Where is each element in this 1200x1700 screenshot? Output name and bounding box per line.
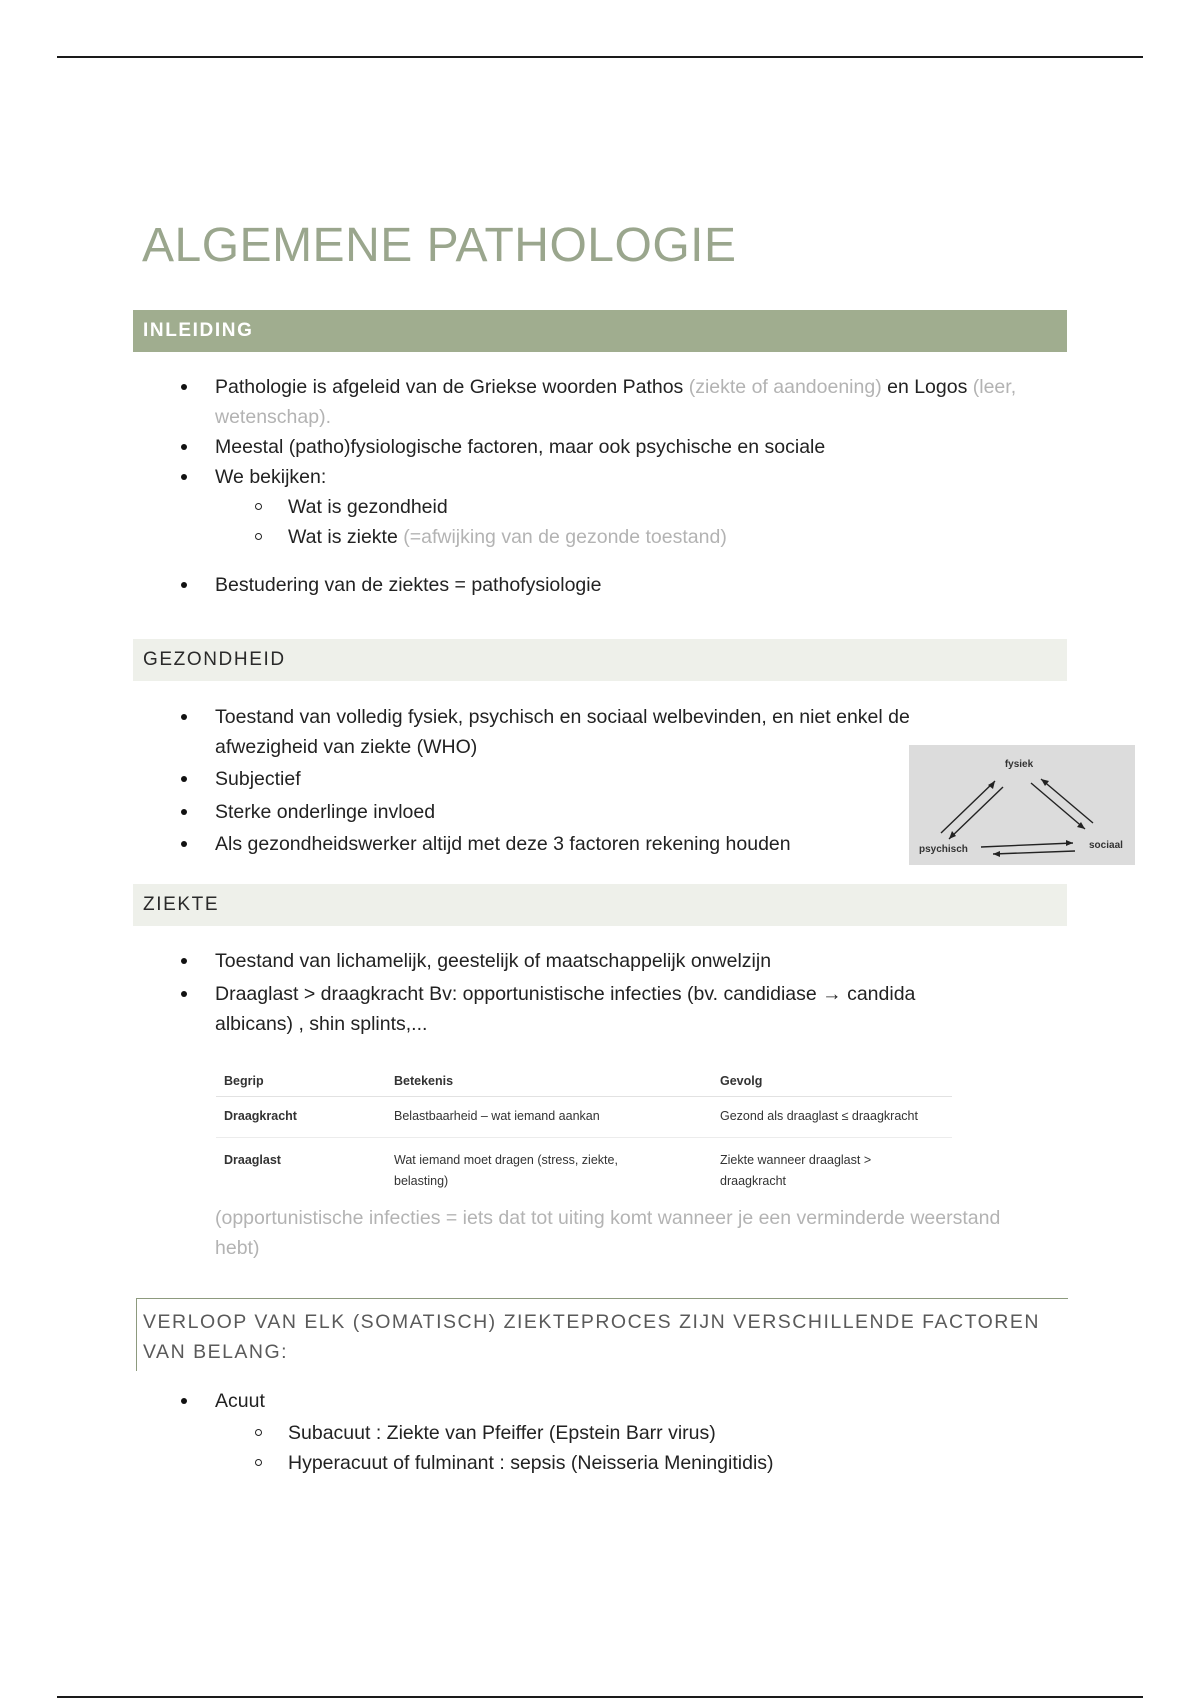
section-heading-inleiding: INLEIDING [133, 310, 1067, 352]
inleiding-list [178, 372, 1058, 600]
arrow-fysiek-psychisch [949, 787, 1003, 839]
section-heading-ziekte: ZIEKTE [133, 884, 1067, 926]
table-header-row [216, 1068, 952, 1097]
arrow-psychisch-fysiek [941, 781, 995, 833]
list-item: Draaglast > draagkracht Bv: opportunistische infecties (bv. candidiase → candida albicans) , shin splints,... [178, 979, 998, 1039]
list-item: Bestudering van de ziektes = pathofysiologie [178, 570, 1058, 600]
verloop-list [178, 1386, 1058, 1478]
list-item: Meestal (patho)fysiologische factoren, maar ook psychische en sociale [178, 432, 1058, 462]
diagram-label-sociaal: sociaal [1089, 840, 1123, 851]
table-cell: Ziekte wanneer draaglast > draagkracht [720, 1153, 872, 1188]
table-header: Betekenis [386, 1068, 712, 1097]
table-cell: Draagkracht [216, 1097, 386, 1138]
table-row [216, 1097, 952, 1138]
opportunistic-note: (opportunistische infecties = iets dat tot uiting komt wanneer je een verminderde weerstand hebt) [215, 1207, 1001, 1259]
top-rule [57, 56, 1143, 58]
list-item: Sterke onderlinge invloed [178, 797, 938, 827]
section-heading-verloop: VERLOOP VAN ELK (SOMATISCH) ZIEKTEPROCES ZIJN VERSCHILLENDE FACTOREN VAN BELANG: [136, 1298, 1068, 1371]
list-item: Subjectief [178, 764, 938, 794]
sub-list-item: Wat is ziekte (=afwijking van de gezonde toestand) [288, 522, 1058, 552]
list-item: Acuut Subacuut : Ziekte van Pfeiffer (Epstein Barr virus) Hyperacuut of fulminant : sepsis (Neisseria Meningitidis) [178, 1386, 1058, 1478]
list-item: Als gezondheidswerker altijd met deze 3 factoren rekening houden [178, 829, 938, 859]
list-item: We bekijken: Wat is gezondheid Wat is ziekte (=afwijking van de gezonde toestand) [178, 462, 1058, 552]
arrow-sociaal-psychisch [993, 851, 1075, 854]
table-row [216, 1138, 952, 1199]
list-item: Toestand van lichamelijk, geestelijk of maatschappelijk onwelzijn [178, 946, 998, 976]
list-item: Toestand van volledig fysiek, psychisch en sociaal welbevinden, en niet enkel de afwezigheid van ziekte (WHO) [178, 702, 938, 762]
arrow-sociaal-fysiek [1041, 779, 1093, 823]
table-cell: Belastbaarheid – wat iemand aankan [386, 1097, 712, 1138]
sub-list-item: Subacuut : Ziekte van Pfeiffer (Epstein Barr virus) [288, 1418, 1058, 1448]
section-heading-gezondheid: GEZONDHEID [133, 639, 1067, 681]
gezondheid-list [178, 702, 938, 859]
sub-list [215, 1418, 1058, 1478]
table-header: Gevolg [712, 1068, 952, 1097]
list-item: Pathologie is afgeleid van de Griekse woorden Pathos (ziekte of aandoening) en Logos (leer, wetenschap). [178, 372, 1058, 432]
ziekte-list [178, 946, 998, 1039]
sub-list [215, 492, 1058, 552]
draagkracht-table [216, 1068, 952, 1198]
arrow-fysiek-sociaal [1031, 783, 1085, 829]
health-triangle-diagram [909, 745, 1135, 865]
sub-list-item: Hyperacuut of fulminant : sepsis (Neisseria Meningitidis) [288, 1448, 1058, 1478]
page-title: ALGEMENE PATHOLOGIE [142, 219, 737, 272]
table-header: Begrip [216, 1068, 386, 1097]
table-cell: Gezond als draaglast ≤ draagkracht [712, 1097, 952, 1138]
diagram-label-psychisch: psychisch [919, 844, 968, 855]
sub-list-item: Wat is gezondheid [288, 492, 1058, 522]
bottom-rule [57, 1696, 1143, 1698]
diagram-label-fysiek: fysiek [1004, 759, 1034, 770]
table-cell: Draaglast [224, 1153, 281, 1167]
arrow-psychisch-sociaal [981, 843, 1073, 847]
table-cell: Wat iemand moet dragen (stress, ziekte, belasting) [394, 1153, 618, 1188]
